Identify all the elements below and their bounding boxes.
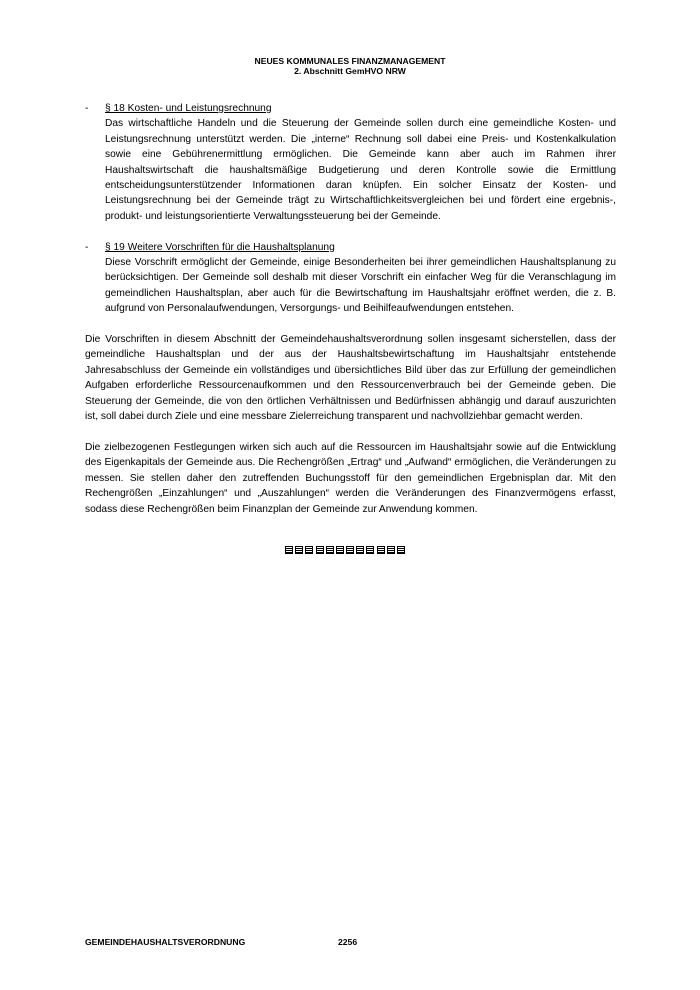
separator-box-icon [387,546,395,554]
separator-box-icon [397,546,405,554]
body-paragraph: Die zielbezogenen Festlegungen wirken sich auch auf die Ressourcen im Haushaltsjahr sowie auf die Entwicklung des Eigenkapitals der Gemeinde aus. Die Rechengrößen „Ertrag“ und „Aufwand“ ermöglichen, die Veränderungen zu messen. Sie stellen daher den zutreffenden Buchungsstoff für den gemeindlichen Ergebnisplan dar. Mit den Rechengrößen „Einzahlungen“ und „Auszahlungen“ werden die Veränderungen des Finanzvermögens erfasst, sodass diese Rechengrößen beim Finanzplan der Gemeinde zur Anwendung kommen. [85,441,616,515]
header-title: NEUES KOMMUNALES FINANZMANAGEMENT [254,56,446,66]
section-heading: § 19 Weitere Vorschriften für die Haushaltsplanung [105,241,335,253]
separator-box-icon [295,546,303,554]
separator-box-icon [336,546,344,554]
list-item-section-18 [85,101,616,224]
footer-page-number: 2256 [338,937,358,947]
separator-box-icon [326,546,334,554]
list-dash: - [85,241,89,253]
main-content [85,101,616,532]
separator-box-icon [305,546,313,554]
separator-box-icon [346,546,354,554]
page-header [0,56,700,76]
section-heading: § 18 Kosten- und Leistungsrechnung [105,103,272,114]
list-dash: - [85,103,89,114]
separator-box-icon [285,546,293,554]
footer-title: GEMEINDEHAUSHALTSVERORDNUNG [85,937,246,947]
separator-box-icon [377,546,385,554]
separator-box-icon [366,546,374,554]
separator-box-icon [356,546,364,554]
section-text: Diese Vorschrift ermöglicht der Gemeinde, einige Besonderheiten bei ihrer gemeindlichen Haushaltsplanung zu berücksichtigen. Der Gemeinde soll deshalb mit dieser Vorschrift ein einfacher Weg für die Veranschlagung im gemeindlichen Haushaltsplan, aber auch für die Bewirtschaftung im Haushaltsjahr eröffnet werden, die z. B. aufgrund von Personalaufwendungen, Versorgungs- und Beihilfeaufwendungen entstehen. [105,257,616,315]
list-item-section-19 [85,240,616,317]
header-subtitle: 2. Abschnitt GemHVO NRW [294,66,406,76]
section-text: Das wirtschaftliche Handeln und die Steuerung der Gemeinde sollen durch eine gemeindliche Kosten- und Leistungsrechnung unterstützt werden. Die „interne“ Rechnung soll dabei eine Preis- und Kostenkalkulation sowie eine Gebührenermittlung ermöglichen. Die Gemeinde kann aber auch im Rahmen ihrer Haushaltswirtschaft die haushaltsmäßige Budgetierung und deren Kontrolle sowie die Ermittlung entscheidungsunterstützender Informationen daran knüpfen. Ein solcher Einsatz der Kosten- und Leistungsrechnung bei der Gemeinde trägt zu Wirtschaftlichkeitsvergleichen bei und fördert eine ergebnis-, produkt- und leistungsorientierte Verwaltungssteuerung bei der Gemeinde. [105,118,616,222]
section-separator [285,543,405,557]
separator-box-icon [316,546,324,554]
body-paragraph: Die Vorschriften in diesem Abschnitt der Gemeindehaushaltsverordnung sollen insgesamt sicherstellen, dass der gemeindliche Haushaltsplan und der aus der Haushaltsbewirtschaftung im Haushaltsjahr entstehende Jahresabschluss der Gemeinde ein vollständiges und übersichtliches Bild über das zur Erfüllung der gemeindlichen Aufgaben erforderliche Ressourcenaufkommen und den Ressourcenverbrauch bei der Gemeinde geben. Die Steuerung der Gemeinde, die von den örtlichen Verhältnissen und Bedürfnissen abhängig und darauf auszurichten ist, soll dabei durch Ziele und eine messbare Zielerreichung transparent und nachvollziehbar gemacht werden. [85,334,616,423]
